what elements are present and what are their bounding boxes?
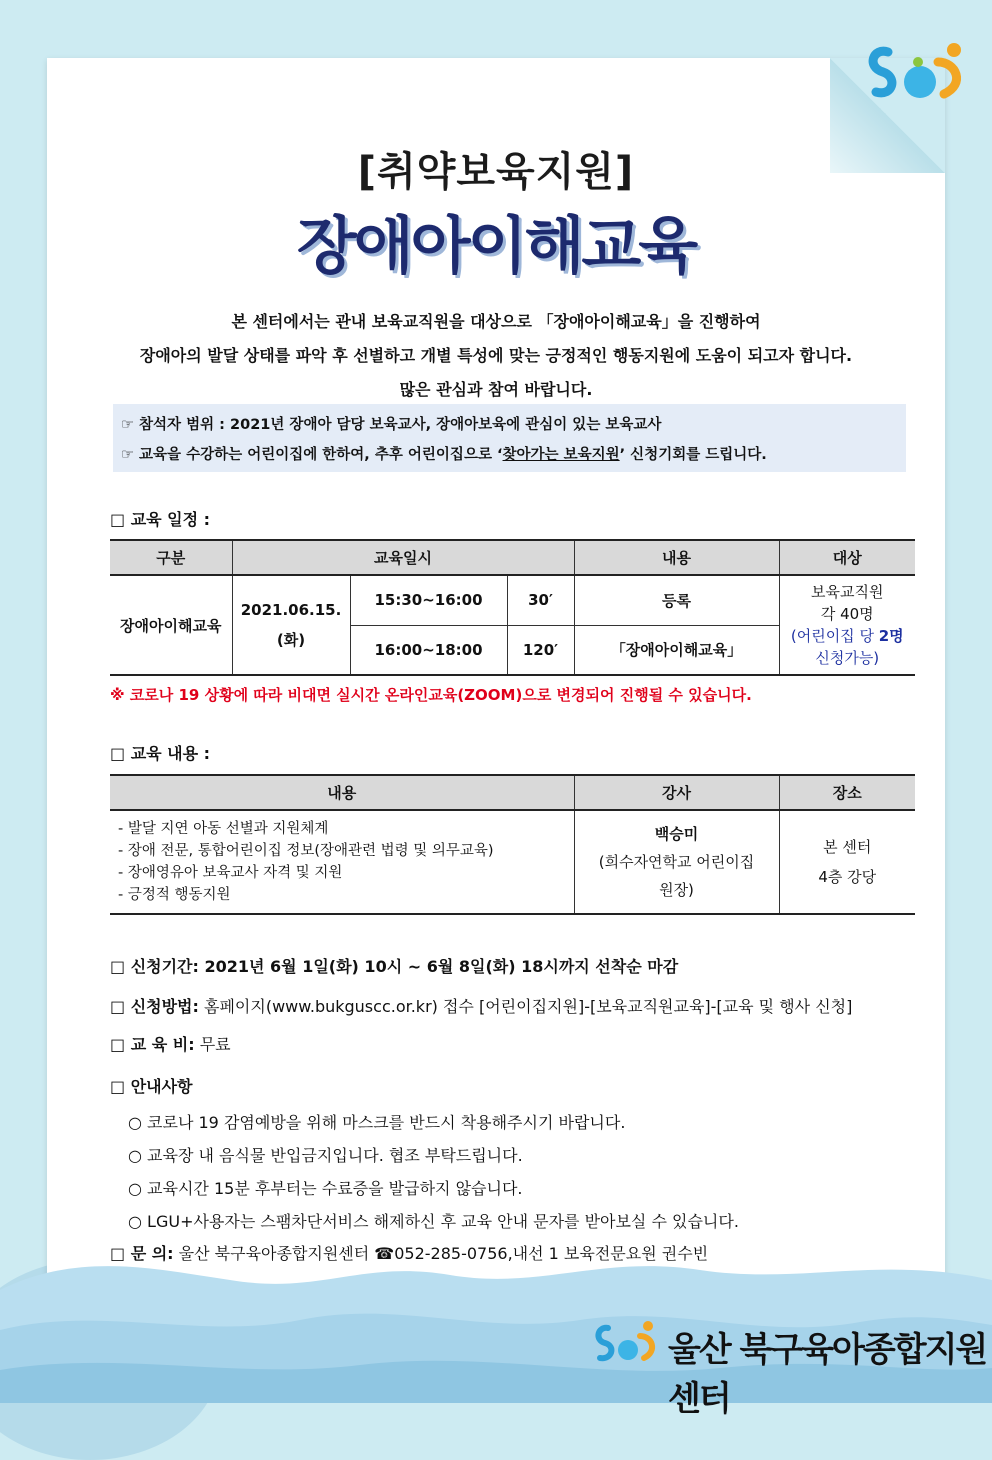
notice-line: ☞ 참석자 범위 : 2021년 장애아 담당 보육교사, 장애아보육에 관심이 있는 보육교사	[121, 417, 662, 433]
time-cell: 16:00~18:00	[350, 625, 507, 675]
application-method: □ 신청방법: 홈페이지(www.bukguscc.or.kr) 접수 [어린이집지원]-[보육교직원교육]-[교육 및 행사 신청]	[110, 997, 853, 1016]
footer-logo-icon	[590, 1318, 660, 1370]
notice-line: ☞ 교육을 수강하는 어린이집에 한하여, 추후 어린이집으로 ‘찾아가는 보육지원’ 신청기회를 드립니다.	[121, 447, 767, 463]
covid-warning: ※ 코로나 19 상황에 따라 비대면 실시간 온라인교육(ZOOM)으로 변경되어 진행될 수 있습니다.	[110, 686, 752, 704]
center-logo-icon	[858, 32, 978, 112]
place-cell: 본 센터 4층 강당	[779, 810, 915, 914]
date-cell: 2021.06.15. (화)	[232, 575, 350, 675]
program-cell: 장애아이해교육	[110, 575, 232, 675]
table-header: 대상	[779, 540, 915, 575]
intro-line: 많은 관심과 참여 바랍니다.	[399, 380, 593, 399]
education-fee: □ 교 육 비: 무료	[110, 1035, 231, 1054]
notice-box	[113, 404, 906, 472]
table-header: 내용	[110, 775, 574, 810]
contact-info: □ 문 의: 울산 북구육아종합지원센터 ☎052-285-0756,내선 1 보육전문요원 권수빈	[110, 1244, 709, 1263]
table-header: 장소	[779, 775, 915, 810]
content-cell: 「장애아이해교육」	[574, 625, 779, 675]
page-title: 장애아이해교육	[296, 209, 696, 282]
table-header: 강사	[574, 775, 779, 810]
list-item: - 발달 지연 아동 선별과 지원체계	[118, 821, 329, 837]
notice-heading: □ 안내사항	[110, 1077, 193, 1096]
target-cell: 보육교직원 각 40명 (어린이집 당 2명 신청가능)	[779, 575, 915, 675]
application-period: □ 신청기간: 2021년 6월 1일(화) 10시 ~ 6월 8일(화) 18시까지 선착순 마감	[110, 957, 679, 976]
intro-paragraph	[70, 305, 922, 407]
schedule-table	[110, 539, 915, 676]
table-header: 교육일시	[232, 540, 574, 575]
list-item: ○ LGU+사용자는 스팸차단서비스 해제하신 후 교육 안내 문자를 받아보실 수 있습니다.	[128, 1212, 739, 1231]
lecturer-cell: 백승미 (희수자연학교 어린이집 원장)	[574, 810, 779, 914]
table-header: 구분	[110, 540, 232, 575]
list-item: - 긍정적 행동지원	[118, 887, 231, 903]
contents-list-cell	[110, 810, 574, 914]
page-subtitle: [취약보육지원]	[357, 149, 635, 195]
footer-org-name: 울산 북구육아종합지원센터	[668, 1330, 987, 1419]
visiting-support-link-text: 찾아가는 보육지원	[502, 447, 620, 463]
list-item: - 장애영유아 보육교사 자격 및 지원	[118, 865, 343, 881]
content-cell: 등록	[574, 575, 779, 625]
list-item: ○ 코로나 19 감염예방을 위해 마스크를 반드시 착용해주시기 바랍니다.	[128, 1113, 626, 1132]
duration-cell: 30′	[507, 575, 574, 625]
list-item: - 장애 전문, 통합어린이집 정보(장애관련 법령 및 의무교육)	[118, 843, 494, 859]
list-item: ○ 교육시간 15분 후부터는 수료증을 발급하지 않습니다.	[128, 1179, 523, 1198]
table-header: 내용	[574, 540, 779, 575]
schedule-heading: □ 교육 일정 :	[110, 510, 211, 529]
contents-heading: □ 교육 내용 :	[110, 744, 211, 763]
intro-line: 본 센터에서는 관내 보육교직원을 대상으로 「장애아이해교육」을 진행하여	[231, 312, 761, 331]
list-item: ○ 교육장 내 음식물 반입금지입니다. 협조 부탁드립니다.	[128, 1146, 523, 1165]
time-cell: 15:30~16:00	[350, 575, 507, 625]
contents-table	[110, 774, 915, 915]
intro-line: 장애아의 발달 상태를 파악 후 선별하고 개별 특성에 맞는 긍정적인 행동지원에 도움이 되고자 합니다.	[139, 346, 853, 365]
duration-cell: 120′	[507, 625, 574, 675]
